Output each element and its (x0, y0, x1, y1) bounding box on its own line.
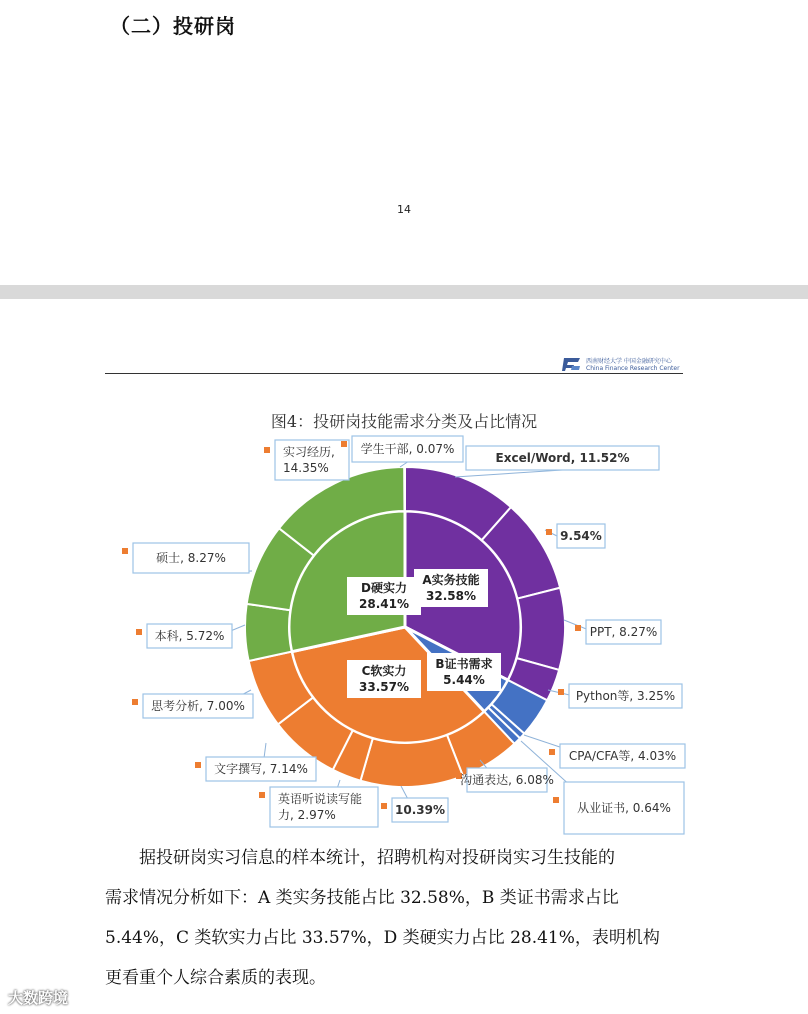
outer-slice-16 (404, 467, 405, 511)
inner-label-value-4: 28.41% (359, 597, 409, 611)
inner-label-value-3: 33.57% (359, 680, 409, 694)
callout-text-13: 硕士, 8.27% (156, 551, 226, 565)
section-title: （二）投研岗 (110, 14, 236, 38)
outer-slice-13 (245, 604, 292, 661)
institution-name-line-2: China Finance Research Center (586, 365, 680, 372)
inner-label-value-2: 5.44% (443, 673, 485, 687)
callout-text-6: 从业证书, 0.64% (577, 801, 671, 815)
callout-text-7: 沟通表达, 6.08% (460, 773, 554, 787)
callout-marker-11 (132, 699, 138, 705)
callout-marker-13 (122, 548, 128, 554)
callout-marker-8 (381, 803, 387, 809)
outer-slice-3 (517, 588, 565, 670)
callout-marker-2 (546, 529, 552, 535)
callout-text-12: 本科, 5.72% (154, 629, 225, 643)
callout-text-5: CPA/CFA等, 4.03% (568, 749, 677, 763)
callout-marker-10 (195, 762, 201, 768)
paragraph-line-2: 需求情况分析如下：A 类实务技能占比 32.58%，B 类证书需求占比 (105, 888, 619, 908)
callout-text-14: 实习经历, (283, 445, 335, 459)
inner-label-name-3: C软实力 (361, 664, 407, 678)
callout-text-2-14: 14.35% (283, 461, 329, 475)
inner-label-name-2: B证书需求 (435, 657, 493, 671)
body-paragraph (105, 838, 695, 998)
callout-text-3: PPT, 8.27% (589, 625, 658, 639)
paragraph-line-4: 更看重个人综合素质的表现。 (105, 968, 326, 988)
callout-text-1: Excel/Word, 11.52% (495, 451, 630, 465)
callout-marker-4 (558, 689, 564, 695)
callout-marker-3 (575, 625, 581, 631)
paragraph-line-3: 5.44%，C 类软实力占比 33.57%，D 类硬实力占比 28.41%，表明机构 (105, 928, 660, 948)
inner-label-name-4: D硬实力 (361, 581, 407, 595)
outer-slice-9 (361, 735, 463, 787)
page-number: 14 (397, 203, 411, 216)
callout-marker-12 (136, 629, 142, 635)
callout-marker-6 (553, 797, 559, 803)
inner-label-name-1: A实务技能 (422, 573, 480, 587)
inner-label-value-1: 32.58% (426, 589, 476, 603)
callout-text-4: Python等, 3.25% (575, 689, 676, 703)
institution-name-line-1: 西南财经大学 中国金融研究中心 (586, 358, 672, 365)
callout-leader-1 (455, 470, 563, 477)
callout-text-15: 学生干部, 0.07% (360, 442, 455, 456)
paragraph-line-1: 据投研岗实习信息的样本统计，招聘机构对投研岗实习生技能的 (105, 848, 615, 868)
callout-text-2-9: 力, 2.97% (278, 808, 336, 822)
callout-text-10: 文字撰写, 7.14% (214, 762, 308, 776)
callout-text-2: 9.54% (560, 529, 602, 543)
watermark: 大数跨境 (8, 989, 69, 1007)
callout-marker-14 (264, 447, 270, 453)
chart-title: 图4：投研岗技能需求分类及占比情况 (270, 412, 538, 431)
callout-marker-9 (259, 792, 265, 798)
callout-marker-15 (341, 441, 347, 447)
callout-text-11: 思考分析, 7.00% (151, 699, 245, 713)
callout-text-9: 英语听说读写能 (278, 792, 363, 806)
callout-text-8: 10.39% (395, 803, 445, 817)
callout-marker-5 (549, 749, 555, 755)
